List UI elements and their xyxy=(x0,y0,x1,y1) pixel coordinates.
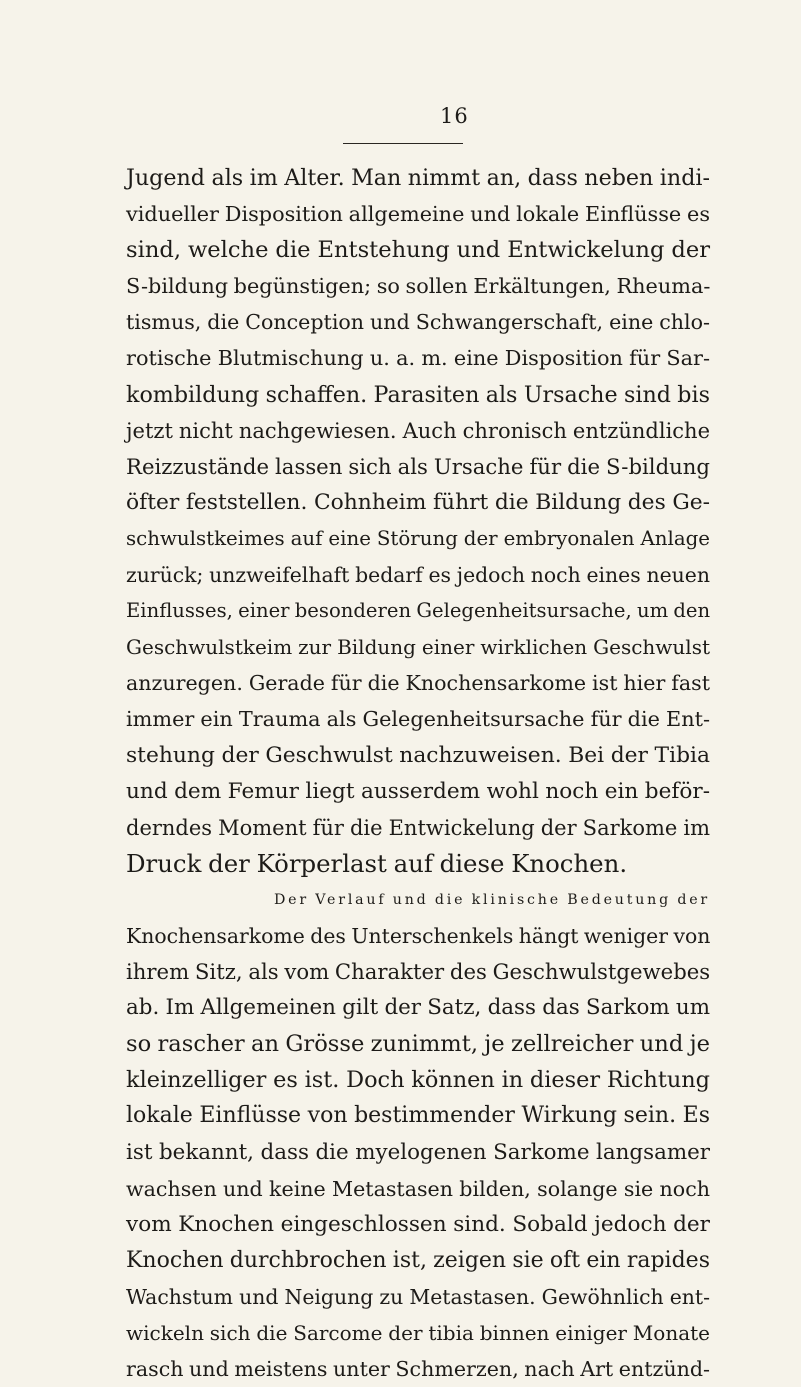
text-line: zurück; unzweifelhaft bedarf es jedoch noch eines neuen xyxy=(126,563,710,588)
text-line: anzuregen. Gerade für die Knochensarkome ist hier fast xyxy=(126,671,710,696)
text-line: rotische Blutmischung u. a. m. eine Disposition für Sar- xyxy=(126,346,710,371)
text-line: jetzt nicht nachgewiesen. Auch chronisch entzündliche xyxy=(126,418,710,443)
body-text xyxy=(126,160,710,1387)
text-line: ist bekannt, dass die myelogenen Sarkome langsamer xyxy=(126,1139,710,1165)
text-line: immer ein Trauma als Gelegenheitsursache für die Ent- xyxy=(126,707,710,732)
page-number: 16 xyxy=(440,104,469,128)
text-line: vidueller Disposition allgemeine und lokale Einflüsse es xyxy=(126,202,710,227)
text-line: S-bildung begünstigen; so sollen Erkältungen, Rheuma- xyxy=(126,274,711,299)
text-line: Jugend als im Alter. Man nimmt an, dass neben indi- xyxy=(126,165,710,191)
text-line: so rascher an Grösse zunimmt, je zellreicher und je xyxy=(126,1031,710,1058)
text-line: kleinzelliger es ist. Doch können in dieser Richtung xyxy=(126,1067,710,1094)
text-line: derndes Moment für die Entwickelung der Sarkome im xyxy=(126,815,710,840)
text-line: stehung der Geschwulst nachzuweisen. Bei der Tibia xyxy=(126,742,710,768)
text-line: rasch und meistens unter Schmerzen, nach Art entzünd- xyxy=(126,1357,710,1382)
text-line: schwulstkeimes auf eine Störung der embryonalen Anlage xyxy=(126,526,710,550)
text-line: Einflusses, einer besonderen Gelegenheitsursache, um den xyxy=(126,599,711,623)
text-line-section-start: Der Verlauf und die klinische Bedeutung der xyxy=(274,891,710,908)
text-line: ihrem Sitz, als vom Charakter des Geschwulstgewebes xyxy=(126,959,711,985)
text-line: vom Knochen eingeschlossen sind. Sobald jedoch der xyxy=(126,1211,710,1237)
text-line: Knochensarkome des Unterschenkels hängt weniger von xyxy=(126,923,711,948)
text-line: und dem Femur liegt ausserdem wohl noch ein beför- xyxy=(126,778,710,804)
text-line: wickeln sich die Sarcome der tibia binnen einiger Monate xyxy=(126,1321,710,1345)
header-rule xyxy=(343,143,463,144)
text-line: tismus, die Conception und Schwangerschaft, eine chlo- xyxy=(126,310,710,335)
text-line: lokale Einflüsse von bestimmender Wirkung sein. Es xyxy=(126,1103,710,1129)
text-line: Geschwulstkeim zur Bildung einer wirklichen Geschwulst xyxy=(126,635,710,660)
text-line: sind, welche die Entstehung und Entwickelung der xyxy=(126,237,710,264)
text-line: Druck der Körperlast auf diese Knochen. xyxy=(126,848,628,878)
text-line: Knochen durchbrochen ist, zeigen sie oft ein rapides xyxy=(126,1247,710,1273)
text-line: ab. Im Allgemeinen gilt der Satz, dass das Sarkom um xyxy=(126,995,710,1021)
text-line: Reizzustände lassen sich als Ursache für die S-bildung xyxy=(126,453,710,479)
text-line: wachsen und keine Metastasen bilden, solange sie noch xyxy=(126,1176,710,1201)
text-line: kombildung schaffen. Parasiten als Ursache sind bis xyxy=(126,381,710,408)
text-line: öfter feststellen. Cohnheim führt die Bildung des Ge- xyxy=(126,489,710,515)
text-line: Wachstum und Neigung zu Metastasen. Gewöhnlich ent- xyxy=(126,1284,710,1309)
